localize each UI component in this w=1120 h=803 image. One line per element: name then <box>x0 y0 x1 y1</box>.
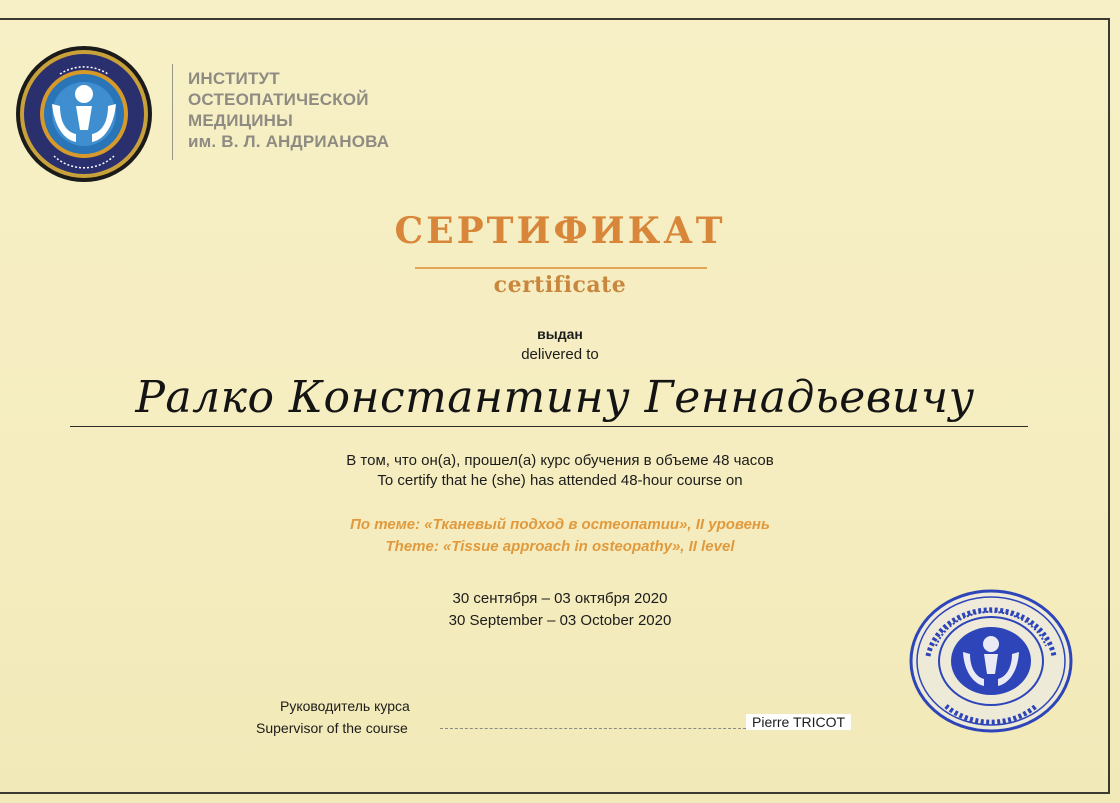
institute-logo-icon <box>14 44 154 184</box>
institute-name-line: ИНСТИТУТ <box>188 69 280 88</box>
institute-name-line: ОСТЕОПАТИЧЕСКОЙ <box>188 90 369 109</box>
supervisor-label-ru: Руководитель курса <box>280 698 410 714</box>
institute-name-line: МЕДИЦИНЫ <box>188 111 293 130</box>
course-dates-ru: 30 сентября – 03 октября 2020 <box>452 590 668 607</box>
supervisor-name: Pierre TRICOT <box>746 714 851 730</box>
title-rule <box>415 267 707 269</box>
certificate-subtitle: certificate <box>493 272 627 298</box>
course-theme-ru: По теме: «Тканевый подход в остеопатии», II уровень <box>350 516 770 533</box>
issued-label-ru: выдан <box>537 326 583 342</box>
recipient-rule <box>70 426 1028 427</box>
signature-line <box>440 728 746 729</box>
course-theme-en: Theme: «Tissue approach in osteopathy», II level <box>385 538 735 555</box>
attendance-text-en: To certify that he (she) has attended 48-hour course on <box>377 472 743 489</box>
recipient-name: Ралко Константину Геннадьевичу <box>135 372 975 423</box>
course-dates-en: 30 September – 03 October 2020 <box>448 612 672 629</box>
attendance-text-ru: В том, что он(а), прошел(а) курс обучения в объеме 48 часов <box>346 452 774 469</box>
supervisor-label-en: Supervisor of the course <box>256 720 408 736</box>
institute-divider <box>172 64 173 160</box>
issued-label-en: delivered to <box>521 346 599 363</box>
institute-name <box>188 68 389 152</box>
certificate-title: СЕРТИФИКАТ <box>394 210 726 252</box>
institute-name-line: им. В. Л. АНДРИАНОВА <box>188 132 390 151</box>
seal-stamp-icon <box>906 586 1076 736</box>
